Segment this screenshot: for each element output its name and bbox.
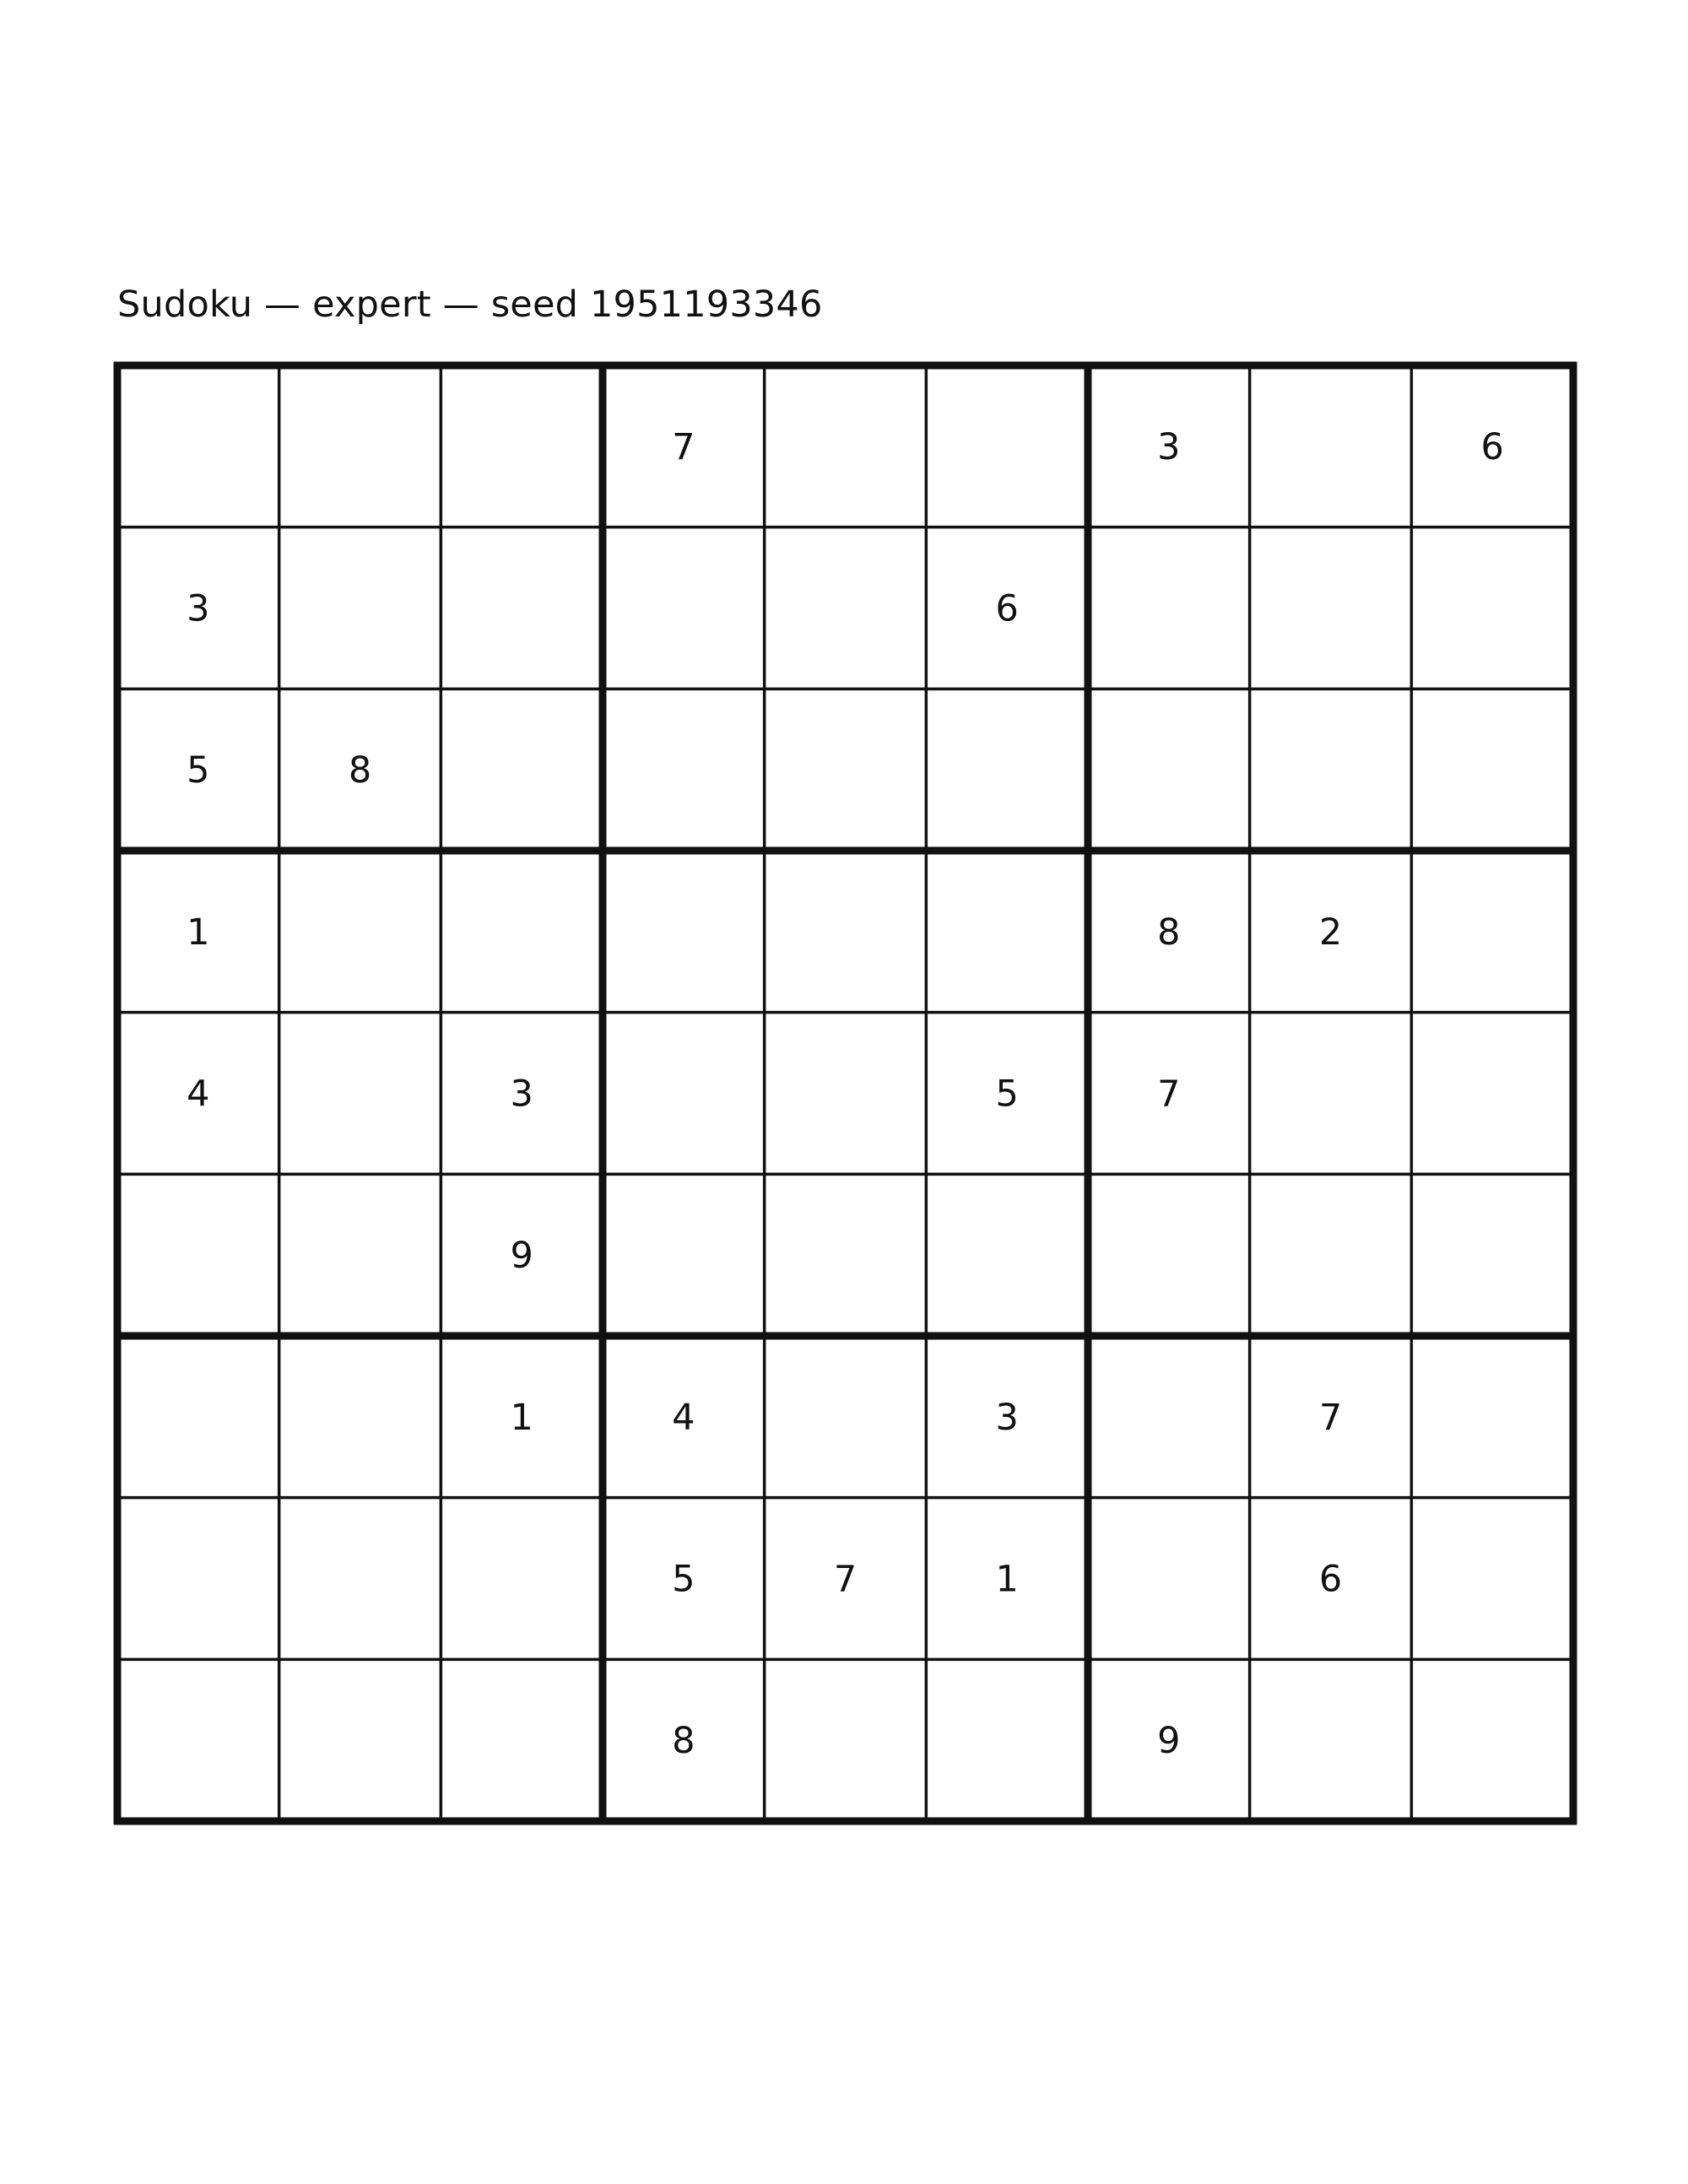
given-digit: 4 bbox=[672, 1396, 695, 1439]
sudoku-cell-r8c6[interactable] bbox=[926, 1498, 1088, 1660]
sudoku-cell-r7c6[interactable] bbox=[926, 1336, 1088, 1498]
sudoku-cell-r4c1[interactable] bbox=[117, 851, 279, 1013]
sudoku-cell-r8c8[interactable] bbox=[1250, 1498, 1412, 1660]
given-digit: 1 bbox=[995, 1558, 1019, 1601]
sudoku-cell-r9c3[interactable] bbox=[441, 1659, 603, 1821]
sudoku-cell-r6c4[interactable] bbox=[603, 1174, 765, 1336]
sudoku-cell-r2c3[interactable] bbox=[441, 527, 603, 689]
given-digit: 8 bbox=[1157, 911, 1181, 954]
sudoku-cell-r4c6[interactable] bbox=[926, 851, 1088, 1013]
sudoku-cell-r1c7[interactable] bbox=[1088, 365, 1250, 527]
given-digit: 9 bbox=[510, 1235, 533, 1278]
given-digit: 6 bbox=[995, 587, 1019, 630]
sudoku-cell-r3c4[interactable] bbox=[603, 689, 765, 851]
sudoku-cell-r5c9[interactable] bbox=[1411, 1013, 1573, 1175]
sudoku-cell-r1c9[interactable] bbox=[1411, 365, 1573, 527]
sudoku-cell-r3c5[interactable] bbox=[765, 689, 927, 851]
sudoku-cell-r1c8[interactable] bbox=[1250, 365, 1412, 527]
sudoku-cell-r7c5[interactable] bbox=[765, 1336, 927, 1498]
sudoku-cell-r8c1[interactable] bbox=[117, 1498, 279, 1660]
sudoku-cell-r6c3[interactable] bbox=[441, 1174, 603, 1336]
sudoku-cell-r1c5[interactable] bbox=[765, 365, 927, 527]
sudoku-cell-r2c9[interactable] bbox=[1411, 527, 1573, 689]
sudoku-cell-r4c8[interactable] bbox=[1250, 851, 1412, 1013]
sudoku-cell-r5c7[interactable] bbox=[1088, 1013, 1250, 1175]
sudoku-cell-r7c7[interactable] bbox=[1088, 1336, 1250, 1498]
given-digit: 3 bbox=[510, 1073, 533, 1116]
sudoku-cell-r8c4[interactable] bbox=[603, 1498, 765, 1660]
sudoku-cell-r5c6[interactable] bbox=[926, 1013, 1088, 1175]
sudoku-cell-r9c2[interactable] bbox=[279, 1659, 441, 1821]
sudoku-cell-r3c9[interactable] bbox=[1411, 689, 1573, 851]
sudoku-cell-r9c9[interactable] bbox=[1411, 1659, 1573, 1821]
sudoku-cell-r9c1[interactable] bbox=[117, 1659, 279, 1821]
sudoku-cell-r5c4[interactable] bbox=[603, 1013, 765, 1175]
sudoku-cell-r4c2[interactable] bbox=[279, 851, 441, 1013]
sudoku-cell-r5c1[interactable] bbox=[117, 1013, 279, 1175]
given-digit: 2 bbox=[1318, 911, 1343, 954]
sudoku-cell-r3c6[interactable] bbox=[926, 689, 1088, 851]
sudoku-cell-r6c1[interactable] bbox=[117, 1174, 279, 1336]
sudoku-cell-r3c8[interactable] bbox=[1250, 689, 1412, 851]
puzzle-title: Sudoku — expert — seed 1951193346 bbox=[117, 284, 823, 326]
sudoku-cell-r6c6[interactable] bbox=[926, 1174, 1088, 1336]
sudoku-cell-r2c8[interactable] bbox=[1250, 527, 1412, 689]
sudoku-cell-r6c5[interactable] bbox=[765, 1174, 927, 1336]
given-digit: 1 bbox=[510, 1396, 533, 1439]
given-digit: 7 bbox=[833, 1558, 858, 1601]
sudoku-cell-r9c6[interactable] bbox=[926, 1659, 1088, 1821]
given-digit: 6 bbox=[1318, 1558, 1343, 1601]
sudoku-cell-r2c5[interactable] bbox=[765, 527, 927, 689]
sudoku-cell-r1c3[interactable] bbox=[441, 365, 603, 527]
given-digit: 7 bbox=[672, 425, 695, 468]
sudoku-cell-r8c5[interactable] bbox=[765, 1498, 927, 1660]
sudoku-cell-r6c9[interactable] bbox=[1411, 1174, 1573, 1336]
given-digit: 5 bbox=[672, 1558, 695, 1601]
sudoku-cell-r1c2[interactable] bbox=[279, 365, 441, 527]
given-digit: 1 bbox=[187, 911, 210, 954]
sudoku-cell-r1c1[interactable] bbox=[117, 365, 279, 527]
given-digit: 7 bbox=[1318, 1396, 1343, 1439]
given-digit: 7 bbox=[1157, 1073, 1181, 1116]
sudoku-cell-r5c3[interactable] bbox=[441, 1013, 603, 1175]
sudoku-cell-r9c5[interactable] bbox=[765, 1659, 927, 1821]
given-digit: 9 bbox=[1157, 1720, 1181, 1763]
sudoku-cell-r2c4[interactable] bbox=[603, 527, 765, 689]
sudoku-cell-r2c7[interactable] bbox=[1088, 527, 1250, 689]
sudoku-cell-r4c9[interactable] bbox=[1411, 851, 1573, 1013]
sudoku-cell-r8c9[interactable] bbox=[1411, 1498, 1573, 1660]
sudoku-cell-r9c8[interactable] bbox=[1250, 1659, 1412, 1821]
sudoku-cell-r4c3[interactable] bbox=[441, 851, 603, 1013]
sudoku-cell-r7c4[interactable] bbox=[603, 1336, 765, 1498]
sudoku-cell-r9c4[interactable] bbox=[603, 1659, 765, 1821]
sudoku-cell-r9c7[interactable] bbox=[1088, 1659, 1250, 1821]
sudoku-cell-r3c2[interactable] bbox=[279, 689, 441, 851]
sudoku-cell-r6c2[interactable] bbox=[279, 1174, 441, 1336]
given-digit: 3 bbox=[187, 587, 210, 630]
given-digit: 8 bbox=[672, 1720, 695, 1763]
sudoku-cell-r8c2[interactable] bbox=[279, 1498, 441, 1660]
given-digit: 3 bbox=[995, 1396, 1019, 1439]
sudoku-cell-r7c1[interactable] bbox=[117, 1336, 279, 1498]
given-digit: 5 bbox=[995, 1073, 1019, 1116]
sudoku-cell-r7c2[interactable] bbox=[279, 1336, 441, 1498]
given-digit: 5 bbox=[187, 749, 210, 792]
sudoku-cell-r1c6[interactable] bbox=[926, 365, 1088, 527]
sudoku-cell-r7c3[interactable] bbox=[441, 1336, 603, 1498]
sudoku-cell-r5c8[interactable] bbox=[1250, 1013, 1412, 1175]
sudoku-cell-r8c7[interactable] bbox=[1088, 1498, 1250, 1660]
sudoku-cell-r7c9[interactable] bbox=[1411, 1336, 1573, 1498]
sudoku-cell-r5c5[interactable] bbox=[765, 1013, 927, 1175]
sudoku-cell-r4c7[interactable] bbox=[1088, 851, 1250, 1013]
given-digit: 3 bbox=[1157, 425, 1181, 468]
sudoku-cell-r6c7[interactable] bbox=[1088, 1174, 1250, 1336]
given-digit: 8 bbox=[348, 749, 372, 792]
sudoku-cell-r8c3[interactable] bbox=[441, 1498, 603, 1660]
given-digit: 6 bbox=[1480, 425, 1504, 468]
sudoku-cell-r2c2[interactable] bbox=[279, 527, 441, 689]
sudoku-cell-r4c4[interactable] bbox=[603, 851, 765, 1013]
sudoku-cell-r2c1[interactable] bbox=[117, 527, 279, 689]
sudoku-cell-r2c6[interactable] bbox=[926, 527, 1088, 689]
sudoku-cell-r1c4[interactable] bbox=[603, 365, 765, 527]
sudoku-cell-r3c7[interactable] bbox=[1088, 689, 1250, 851]
sudoku-cell-r3c1[interactable] bbox=[117, 689, 279, 851]
sudoku-cell-r3c3[interactable] bbox=[441, 689, 603, 851]
sudoku-cell-r7c8[interactable] bbox=[1250, 1336, 1412, 1498]
sudoku-cell-r5c2[interactable] bbox=[279, 1013, 441, 1175]
sudoku-cell-r4c5[interactable] bbox=[765, 851, 927, 1013]
given-digit: 4 bbox=[187, 1073, 210, 1116]
sudoku-cell-r6c8[interactable] bbox=[1250, 1174, 1412, 1336]
